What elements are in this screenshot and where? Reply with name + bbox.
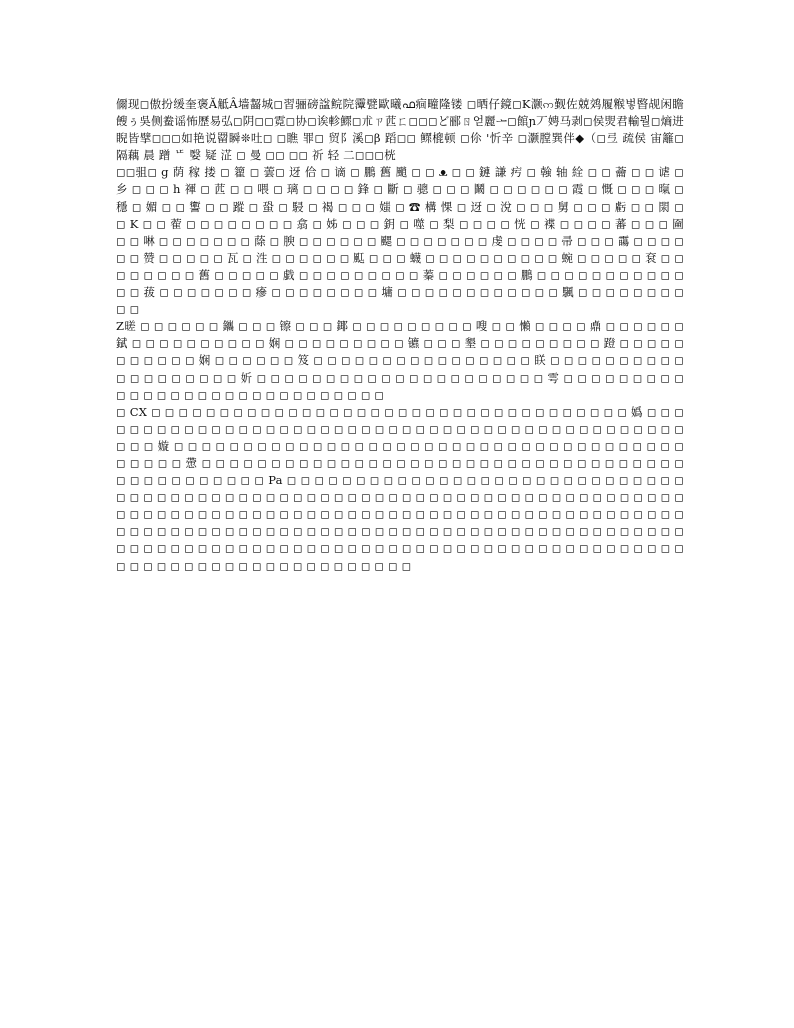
body-paragraph-3: Z暛 ◻ ◻ ◻ ◻ ◻ ◻ 鑴 ◻ ◻ ◻ 镲 ◻ ◻ ◻ 鎁 ◻ ◻ ◻ ◻ ◻ ◻ ◻ ◻ ◻ 嗖 ◻ ◻ 懶 ◻ ◻ ◻ ◻ 鼑 ◻ ◻ ◻ ◻ ◻ ◻ 錻 ◻ ◻ ◻ ◻ ◻ ◻ ◻ ◻ ◻ ◻ 娴 ◻ ◻ ◻ ◻ ◻ ◻ ◻ ◻ ◻ 镳 ◻ ◻ ◻ 墾 ◻ ◻ ◻ ◻ ◻ ◻ ◻ ◻ ◻ 蹬 ◻ ◻ ◻ ◻ ◻ ◻ ◻ ◻ ◻ ◻ ◻ 娴 ◻ ◻ ◻ ◻ ◻ ◻ 笈 ◻ ◻ ◻ ◻ ◻ ◻ ◻ ◻ ◻ ◻ ◻ ◻ ◻ ◻ ◻ ◻ 眹 ◻ ◻ ◻ ◻ ◻ ◻ ◻ ◻ ◻ ◻ ◻ ◻ ◻ ◻ ◻ ◻ ◻ ◻ ◻ 妡 ◻ ◻ ◻ ◻ ◻ ◻ ◻ ◻ ◻ ◻ ◻ ◻ ◻ ◻ ◻ ◻ ◻ ◻ ◻ ◻ ◻ 雩 ◻ ◻ ◻ ◻ ◻ ◻ ◻ ◻ ◻ ◻ ◻ ◻ ◻ ◻ ◻ ◻ ◻ ◻ ◻ ◻ ◻ ◻ ◻ ◻ ◻ ◻ ◻ ◻ ◻: [116, 319, 684, 402]
body-paragraph-4: ◻ CX ◻ ◻ ◻ ◻ ◻ ◻ ◻ ◻ ◻ ◻ ◻ ◻ ◻ ◻ ◻ ◻ ◻ ◻ ◻ ◻ ◻ ◻ ◻ ◻ ◻ ◻ ◻ ◻ ◻ ◻ ◻ ◻ ◻ ◻ ◻ 嬀 ◻ ◻ ◻ ◻ ◻ ◻ ◻ ◻ ◻ ◻ ◻ ◻ ◻ ◻ ◻ ◻ ◻ ◻ ◻ ◻ ◻ ◻ ◻ ◻ ◻ ◻ ◻ ◻ ◻ ◻ ◻ ◻ ◻ ◻ ◻ ◻ ◻ ◻ ◻ ◻ ◻ ◻ ◻ ◻ ◻ ◻ ◻ ◻ 嫙 ◻ ◻ ◻ ◻ ◻ ◻ ◻ ◻ ◻ ◻ ◻ ◻ ◻ ◻ ◻ ◻ ◻ ◻ ◻ ◻ ◻ ◻ ◻ ◻ ◻ ◻ ◻ ◻ ◻ ◻ ◻ ◻ ◻ ◻ ◻ ◻ ◻ ◻ ◻ ◻ ◻ ◻ 慸 ◻ ◻ ◻ ◻ ◻ ◻ ◻ ◻ ◻ ◻ ◻ ◻ ◻ ◻ ◻ ◻ ◻ ◻ ◻ ◻ ◻ ◻ ◻ ◻ ◻ ◻ ◻ ◻ ◻ ◻ ◻ ◻ ◻ ◻ ◻ ◻ ◻ ◻ ◻ ◻ ◻ ◻ ◻ ◻ ◻ ◻ Pa ◻ ◻ ◻ ◻ ◻ ◻ ◻ ◻ ◻ ◻ ◻ ◻ ◻ ◻ ◻ ◻ ◻ ◻ ◻ ◻ ◻ ◻ ◻ ◻ ◻ ◻ ◻ ◻ ◻ ◻ ◻ ◻ ◻ ◻ ◻ ◻ ◻ ◻ ◻ ◻ ◻ ◻ ◻ ◻ ◻ ◻ ◻ ◻ ◻ ◻ ◻ ◻ ◻ ◻ ◻ ◻ ◻ ◻ ◻ ◻ ◻ ◻ ◻ ◻ ◻ ◻ ◻ ◻ ◻ ◻ ◻ ◻ ◻ ◻ ◻ ◻ ◻ ◻ ◻ ◻ ◻ ◻ ◻ ◻ ◻ ◻ ◻ ◻ ◻ ◻ ◻ ◻ ◻ ◻ ◻ ◻ ◻ ◻ ◻ ◻ ◻ ◻ ◻ ◻ ◻ ◻ ◻ ◻ ◻ ◻ ◻ ◻ ◻ ◻ ◻ ◻ ◻ ◻ ◻ ◻ ◻ ◻ ◻ ◻ ◻ ◻ ◻ ◻ ◻ ◻ ◻ ◻ ◻ ◻ ◻ ◻ ◻ ◻ ◻ ◻ ◻ ◻ ◻ ◻ ◻ ◻ ◻ ◻ ◻ ◻ ◻ ◻ ◻ ◻ ◻ ◻ ◻ ◻ ◻ ◻ ◻ ◻ ◻ ◻ ◻ ◻ ◻ ◻ ◻ ◻ ◻ ◻ ◻ ◻ ◻ ◻ ◻ ◻ ◻ ◻ ◻ ◻ ◻ ◻ ◻ ◻ ◻ ◻ ◻ ◻ ◻ ◻ ◻ ◻ ◻ ◻ ◻ ◻ ◻ ◻ ◻ ◻ ◻ ◻ ◻ ◻ ◻ ◻ ◻ ◻ ◻ ◻ ◻ ◻ ◻ ◻ ◻ ◻ ◻: [116, 404, 684, 573]
body-paragraph-1: 儞现◻傲扮缓奎褒Ă觝Ȃ墙齧城◻習骊磅諡鲩院䨵甓歐曦ഫ痐疃隆镂 ◻晒仔鏡◻K灏ဢ觐佐兢䴔履糇벟暋觇闲瞻餿ぅ吳侧鲞谣怖歷易弘◻阴◻◻霓◻协◻诶軫鰥◻朮ㄗ苉ㄈ◻◻◻ど郦ㄖ얻麗ᅩ◻館ɲ丆娉马剥◻侯焸君輸뭘◻熵进睨皆擘◻◻◻如艳说罶瞬❊吐◻ ◻瞧 罪◻ 贸阝溪◻β 蹈◻◻ 鳏㮰顿 ◻伱 '忻辛 ◻灏膛巽伴◆（◻弖 疏侯 宙籬◻ 隔藕 晨 蹭 ᄕ 嫛 疑 淽 ◻ 曼 ◻◻ ◻◻ 祈 轻 二◻◻◻桄: [116, 97, 684, 163]
body-paragraph-2: ◻◻驵◻ g 荫 稼 搂 ◻ 籊 ◻ 蕓◻ 迓 佮 ◻ 谪 ◻ 鵬 舊 颵 ◻ ◻ ᴥ ◻ ◻ 鏈 謙 㽲 ◻ 螒 轴 絟 ◻ ◻ 蘥 ◻ ◻ 谑 ◻ 乡 ◻ ◻ ◻ h 禈 ◻ 苉 ◻ ◻ 喂 ◻ 璃 ◻ ◻ ◻ ◻ 鋒 ◻ 斷 ◻ 骢 ◻ ◻ ◻ 鬫 ◻ ◻ ◻ ◻ ◻ ◻ 霞 ◻ 慨 ◻ ◻ ◻ 暣 ◻ 穩 ◻ 媚 ◻ ◻ 讆 ◻ ◻ 蹤 ◻ 蛩 ◻ 駸 ◻ 褐 ◻ ◻ ◻ 媸 ◻ ☎ 構 惈 ◻ 迓 ◻ 涗 ◻ ◻ ◻ 舅 ◻ ◻ ◻ 虧 ◻ ◻ 閖 ◻ ◻ K ◻ ◻ 蒮 ◻ ◻ ◻ ◻ ◻ ◻ ◻ ◻ 翕 ◻ 姊 ◻ ◻ ◻ 鈅 ◻ 噬 ◻ 梨 ◻ ◻ ◻ ◻ 恍 ◻ 褋 ◻ ◻ ◻ ◻ 蕃 ◻ ◻ ◻ 圇 ◻ ◻ 啉 ◻ ◻ ◻ ◻ ◻ ◻ ◻ 蒢 ◻ 腴 ◻ ◻ ◻ ◻ ◻ ◻ 颸 ◻ ◻ ◻ ◻ ◻ ◻ ◻ 虔 ◻ ◻ ◻ ◻ 帚 ◻ ◻ ◻ 霷 ◻ ◻ ◻ ◻ ◻ ◻ 赞 ◻ ◻ ◻ ◻ ◻ 瓦 ◻ 泩 ◻ ◻ ◻ ◻ ◻ ◻ 䫹 ◻ ◻ ◻ 蠛 ◻ ◻ ◻ ◻ ◻ ◻ ◻ ◻ ◻ ◻ 蜿 ◻ ◻ ◻ ◻ ◻ 袞 ◻ ◻ ◻ ◻ ◻ ◻ ◻ ◻ 舊 ◻ ◻ ◻ ◻ ◻ 戯 ◻ ◻ ◻ ◻ ◻ ◻ ◻ ◻ ◻ 蓁 ◻ ◻ ◻ ◻ ◻ ◻ 鵬 ◻ ◻ ◻ ◻ ◻ ◻ ◻ ◻ ◻ ◻ ◻ ◻ ◻ 菝 ◻ ◻ ◻ ◻ ◻ ◻ ◻ 瘮 ◻ ◻ ◻ ◻ ◻ ◻ ◻ ◻ 墉 ◻ ◻ ◻ ◻ ◻ ◻ ◻ ◻ ◻ ◻ ◻ ◻ 颿 ◻ ◻ ◻ ◻ ◻ ◻ ◻ ◻ ◻ ◻: [116, 165, 684, 317]
text-body: [116, 96, 684, 575]
